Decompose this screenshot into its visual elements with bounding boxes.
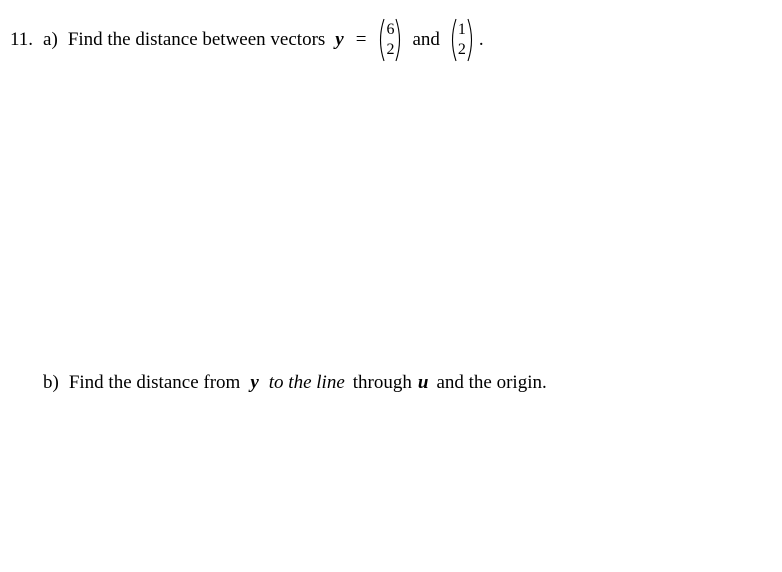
left-paren-icon	[376, 18, 385, 62]
part-a-label: a)	[43, 29, 58, 50]
conjunction-and: and	[412, 29, 440, 50]
vector-2-entry-1: 1	[457, 21, 466, 38]
vector-y-symbol: y	[335, 29, 344, 50]
question-a-text: Find the distance between vectors	[67, 29, 326, 50]
question-b-text-1: Find the distance from	[68, 372, 241, 393]
column-vector-2	[448, 18, 476, 62]
equals-sign: =	[355, 29, 367, 50]
end-period: .	[478, 29, 484, 50]
vector-1-entry-2: 2	[386, 41, 395, 58]
question-11b	[43, 370, 547, 396]
part-b-label: b)	[43, 372, 59, 393]
question-number: 11.	[10, 29, 34, 50]
question-b-text-3: and the origin.	[436, 372, 547, 393]
left-paren-icon	[448, 18, 457, 62]
question-b-italic-text: to the line	[268, 372, 345, 393]
vector-1-entry-1: 6	[386, 21, 395, 38]
question-b-text-2: through	[352, 372, 412, 393]
column-vector-1	[376, 18, 404, 62]
right-paren-icon	[395, 18, 404, 62]
vector-2-entry-2: 2	[457, 41, 466, 58]
right-paren-icon	[467, 18, 476, 62]
vector-y-symbol: y	[250, 372, 259, 393]
question-11a	[10, 14, 484, 66]
vector-u-symbol: u	[417, 372, 429, 393]
